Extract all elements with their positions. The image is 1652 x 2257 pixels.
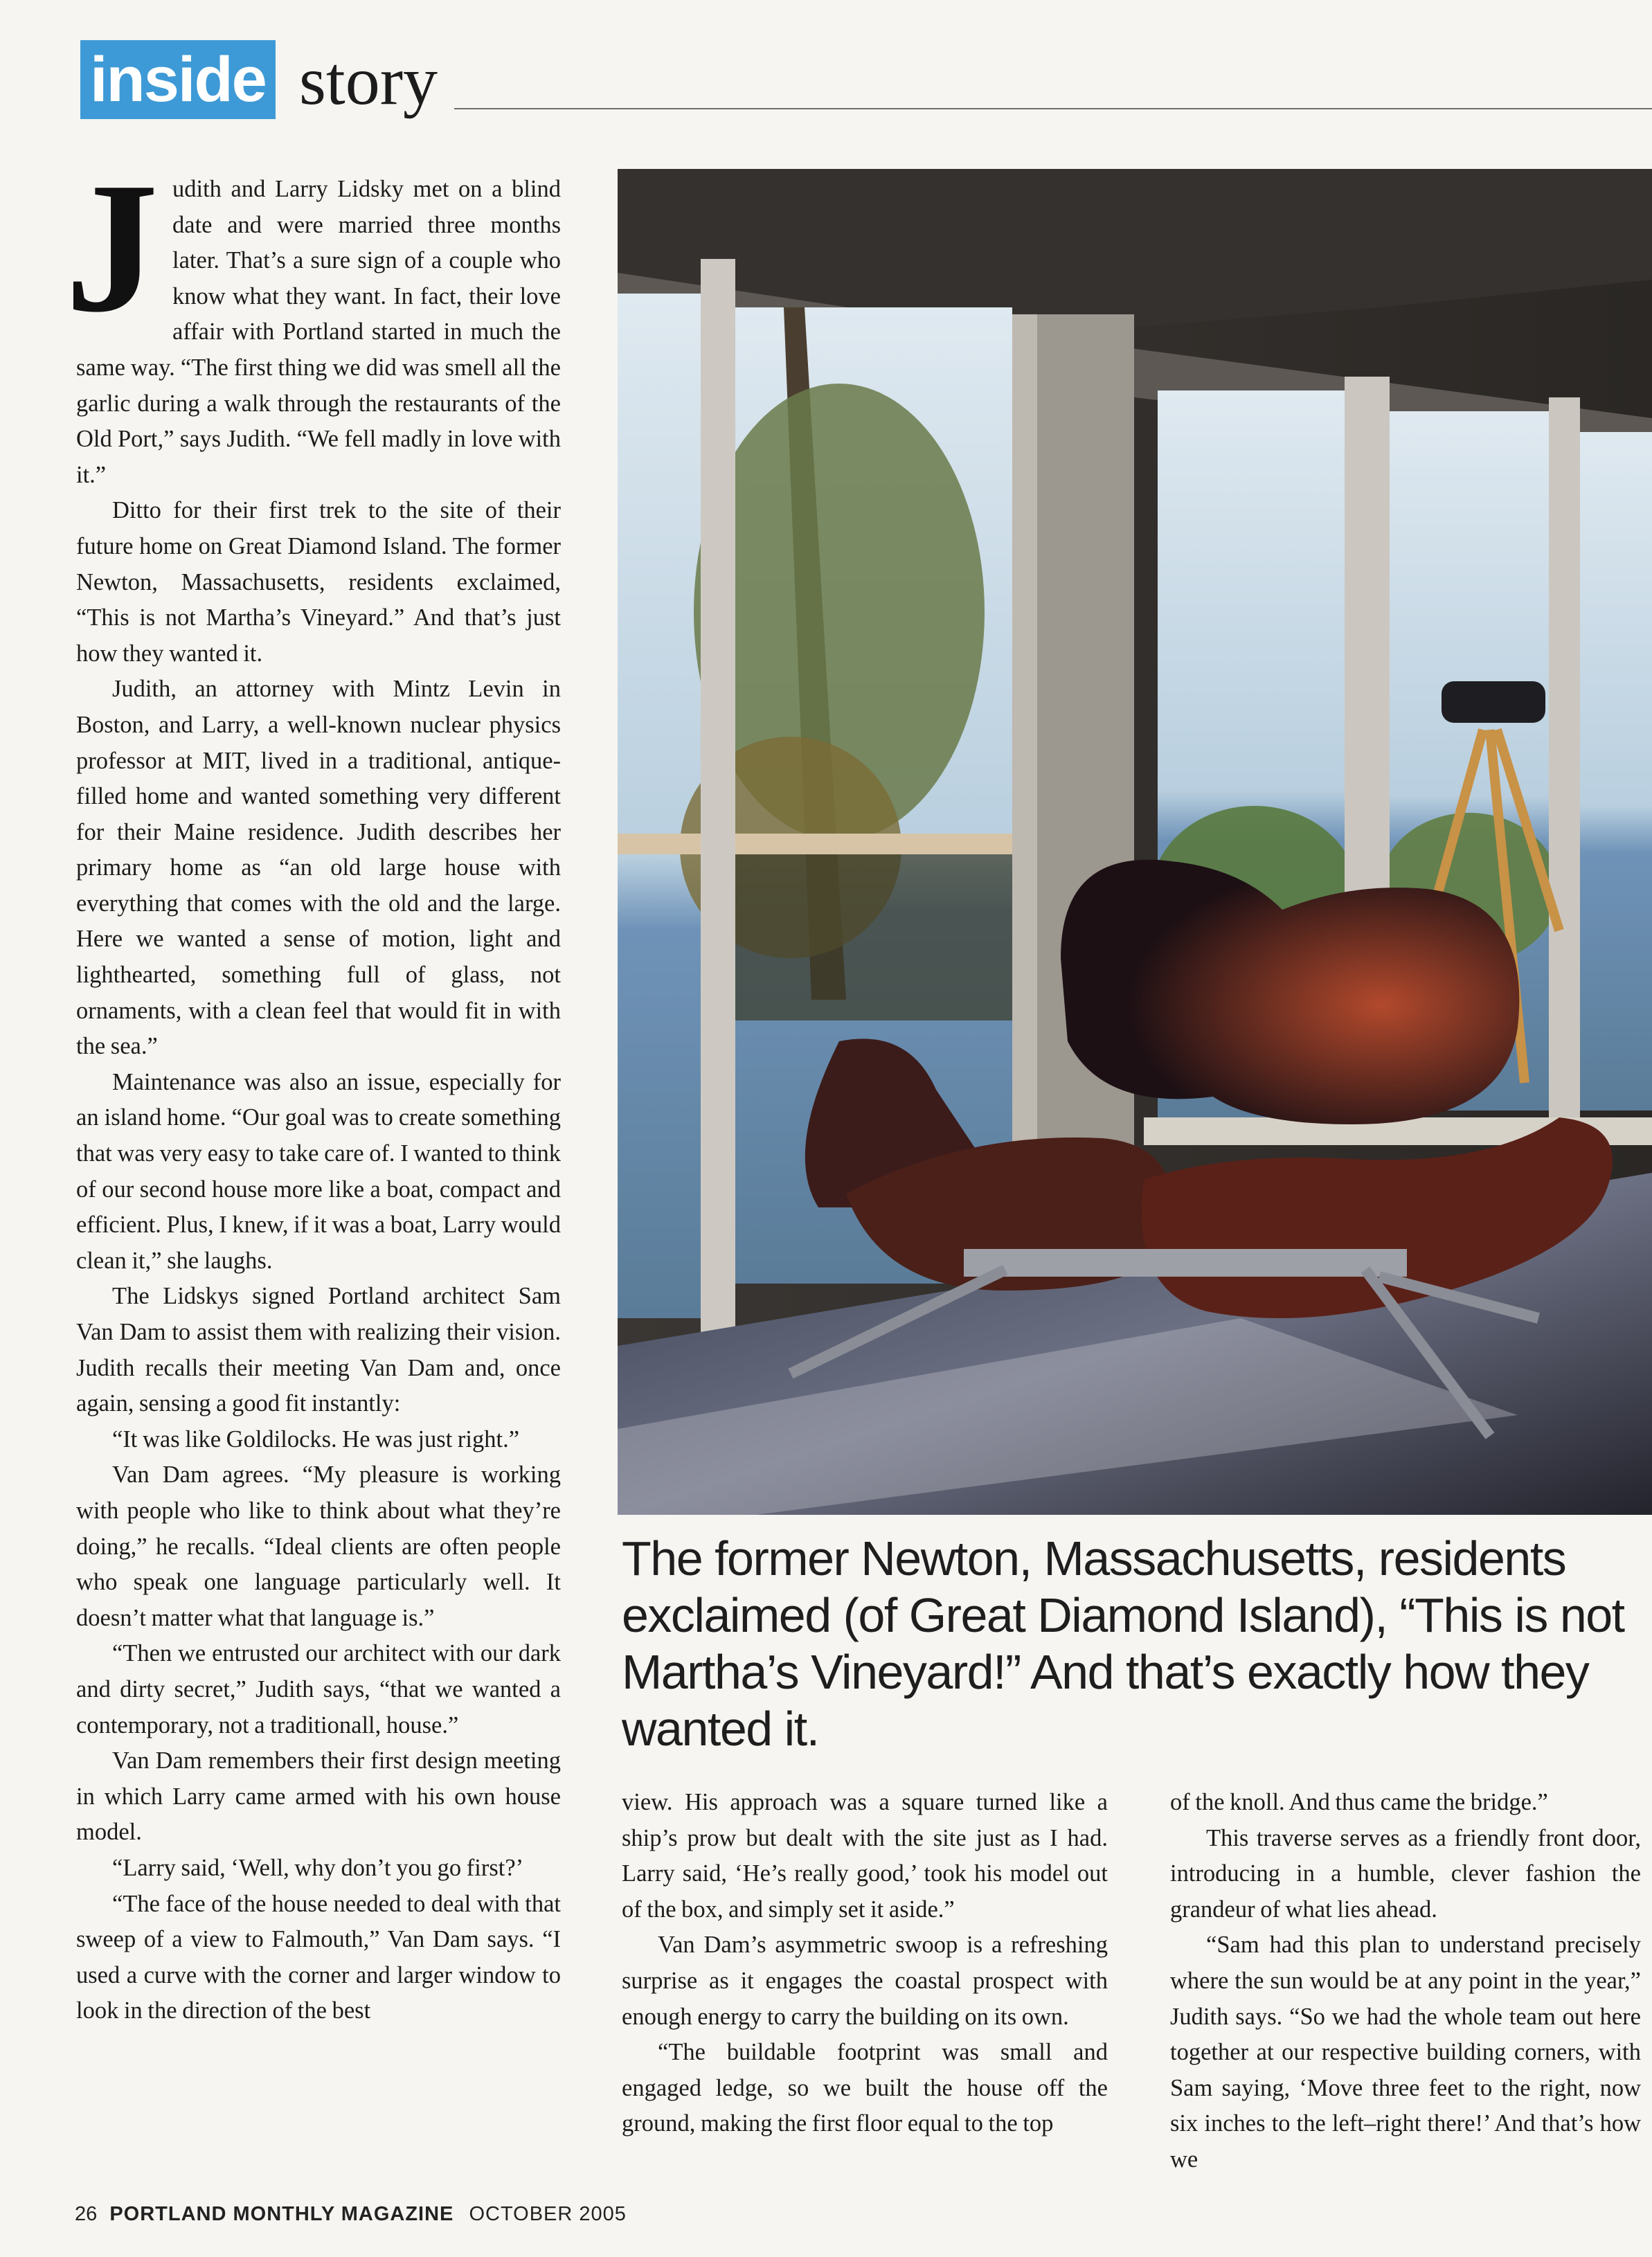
paragraph: of the knoll. And thus came the bridge.” bbox=[1170, 1789, 1548, 1815]
section-label-highlight: inside bbox=[80, 40, 276, 119]
paragraph: “The face of the house needed to deal with that sweep of a view to Falmouth,” Van Dam says. “I used a curve with the corner and larger window to look in the direction of the best bbox=[76, 1890, 561, 2024]
paragraph-1-text: udith and Larry Lidsky met on a blind date and were married three months later. That’s a sure sign of a couple who know what they want. In fact, their love affair with Portland started in much the same way. “The first thing we did was smell all the garlic during a walk through the restaurants of the Old Port,” says Judith. “We fell madly in love with it.” bbox=[76, 176, 561, 488]
section-header bbox=[80, 40, 1652, 127]
issue-date: OCTOBER 2005 bbox=[469, 2203, 627, 2225]
paragraph: Ditto for their first trek to the site of their future home on Great Diamond Island. The former Newton, Massachusetts, residents exclaimed, “This is not Martha’s Vineyard.” And that’s just how they wanted it. bbox=[76, 497, 561, 667]
paragraph: “Larry said, ‘Well, why don’t you go first?’ bbox=[112, 1854, 524, 1881]
living-room-chair-photo bbox=[618, 169, 1652, 1515]
article-column-3 bbox=[1170, 1785, 1641, 2178]
section-label: story bbox=[299, 42, 438, 119]
paragraph: The Lidskys signed Portland architect Sam Van Dam to assist them with realizing their vision. Judith recalls their meeting Van Dam and, once again, sensing a good fit instantly: bbox=[76, 1283, 561, 1417]
article-column-2 bbox=[622, 1785, 1108, 2142]
paragraph: “It was like Goldilocks. He was just right.” bbox=[112, 1426, 520, 1453]
paragraph: “Sam had this plan to understand precisely where the sun would be at any point in the year,” Judith says. “So we had the whole team out here together at our respective building corners, with Sam saying, ‘Move three feet to the right, now six inches to the left–right there!’ And that’s how we bbox=[1170, 1932, 1641, 2173]
paragraph: Judith, an attorney with Mintz Levin in Boston, and Larry, a well-known nuclear physics professor at MIT, lived in a traditional, antique-filled home and wanted something very different for their Maine residence. Judith describes her primary home as “an old large house with everything that comes with the old and the large. Here we wanted a sense of motion, light and lighthearted, something full of glass, not ornaments, with a clean feel that would fit in with the sea.” bbox=[76, 676, 561, 1060]
paragraph: Van Dam remembers their first design meeting in which Larry came armed with his own house model. bbox=[76, 1747, 561, 1846]
article-column-1 bbox=[65, 144, 561, 2029]
header-rule bbox=[454, 108, 1652, 109]
paragraph: Van Dam’s asymmetric swoop is a refreshing surprise as it engages the coastal prospect with enough energy to carry the building on its own. bbox=[622, 1932, 1108, 2030]
paragraph: Maintenance was also an issue, especially for an island home. “Our goal was to create something that was very easy to take care of. I wanted to think of our second house more like a boat, compact and efficient. Plus, I knew, if it was a boat, Larry would clean it,” she laughs. bbox=[76, 1068, 561, 1274]
magazine-name: PORTLAND MONTHLY MAGAZINE bbox=[109, 2203, 454, 2225]
page-number: 26 bbox=[75, 2203, 98, 2225]
paragraph: “The buildable footprint was small and engaged ledge, so we built the house off the ground, making the first floor equal to the top bbox=[622, 2039, 1108, 2137]
page-footer bbox=[75, 2203, 627, 2226]
pull-quote: The former Newton, Massachusetts, residents exclaimed (of Great Diamond Island), “This is not Martha’s Vineyard!” And that’s exactly how they wanted it. bbox=[622, 1531, 1624, 1756]
paragraph: This traverse serves as a friendly front door, introducing in a humble, clever fashion the grandeur of what lies ahead. bbox=[1170, 1824, 1641, 1923]
paragraph: view. His approach was a square turned like a ship’s prow but dealt with the site just as I had. Larry said, ‘He’s really good,’ took his model out of the box, and simply set it aside.” bbox=[622, 1789, 1108, 1923]
interior-photo bbox=[618, 169, 1652, 1515]
paragraph: “Then we entrusted our architect with our dark and dirty secret,” Judith says, “that we wanted a contemporary, not a traditionall, house.” bbox=[76, 1640, 561, 1738]
paragraph: Van Dam agrees. “My pleasure is working with people who like to think about what they’re doing,” he recalls. “Ideal clients are often people who speak one language particularly well. It doesn’t matter what that language is.” bbox=[76, 1462, 561, 1631]
drop-cap: J bbox=[65, 144, 159, 351]
paragraph-1 bbox=[65, 144, 561, 493]
